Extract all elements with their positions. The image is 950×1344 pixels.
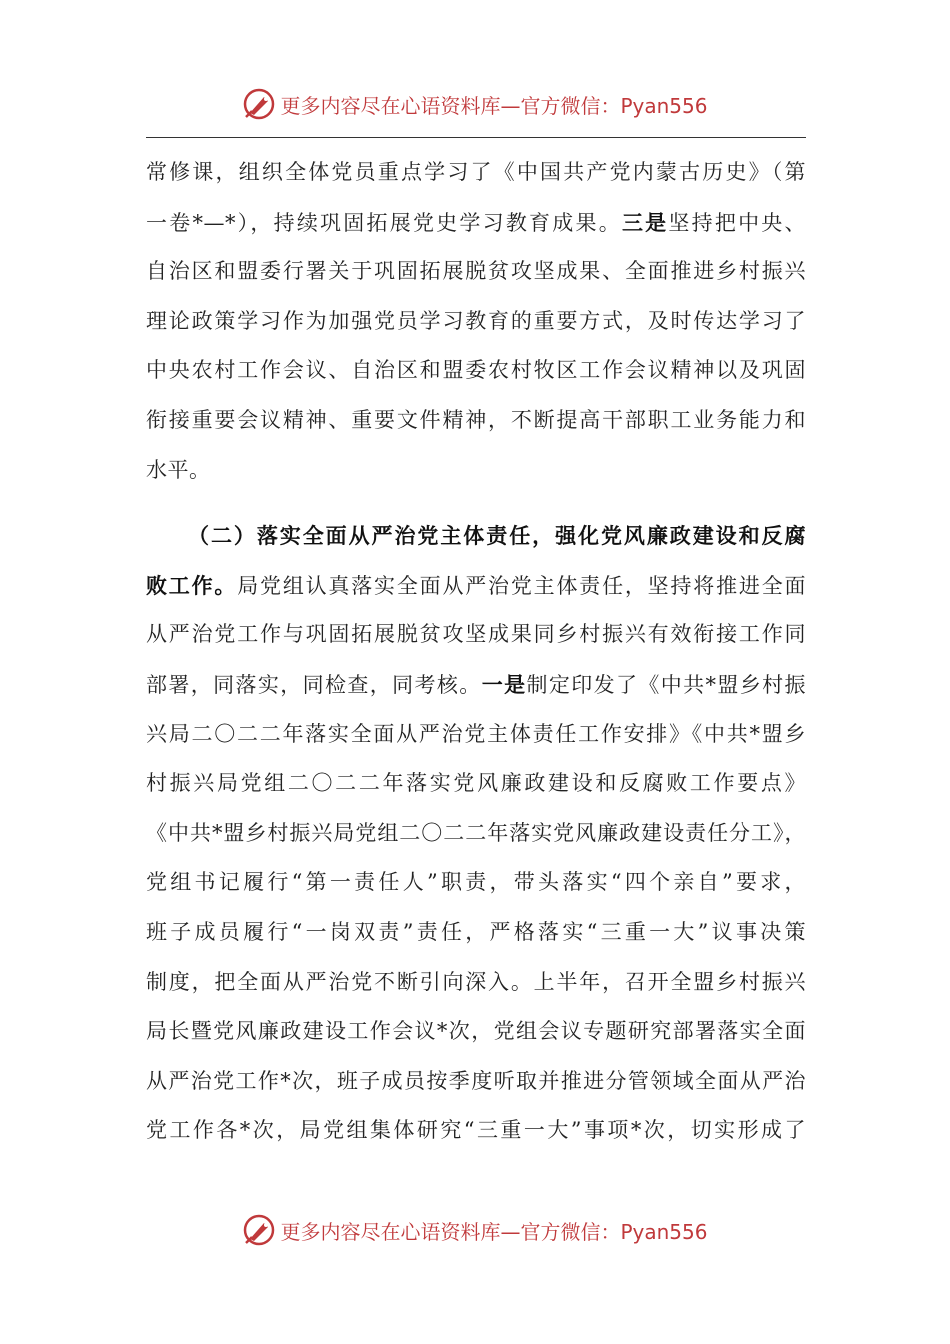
text-span: 部署，同落实，同检查，同考核。 — [146, 672, 482, 697]
text-line: 《中共*盟乡村振兴局党组二〇二二年落实党风廉政建设责任分工》， — [146, 820, 806, 845]
text-line: 兴局二〇二二年落实全面从严治党主体责任工作安排》《中共*盟乡 — [146, 721, 806, 746]
text-span: 坚持把中央、 — [668, 210, 807, 235]
header-banner-text: 更多内容尽在心语资料库—官方微信：Pyan556 — [280, 93, 708, 118]
text-line: 衔接重要会议精神、重要文件精神，不断提高干部职工业务能力和 — [146, 407, 806, 432]
text-line: 局长暨党风廉政建设工作会议*次，党组会议专题研究部署落实全面 — [146, 1019, 806, 1044]
text-line: 理论政策学习作为加强党员学习教育的重要方式，及时传达学习了 — [146, 308, 806, 333]
text-line — [146, 660, 806, 710]
text-span: 一卷*—*），持续巩固拓展党史学习教育成果。 — [146, 210, 622, 235]
pen-nib-icon — [242, 87, 276, 121]
text-line: 中央农村工作会议、自治区和盟委农村牧区工作会议精神以及巩固 — [146, 358, 806, 383]
text-line — [146, 198, 806, 248]
text-line: 从严治党工作与巩固拓展脱贫攻坚成果同乡村振兴有效衔接工作同 — [146, 622, 806, 647]
text-line — [146, 561, 806, 611]
heading-text: （二）落实全面从严治党主体责任，强化党风廉政建设和反腐 — [188, 523, 806, 549]
text-line: 制度，把全面从严治党不断引向深入。上半年，召开全盟乡村振兴 — [146, 969, 806, 994]
header-banner — [0, 84, 950, 124]
text-span: 局党组认真落实全面从严治党主体责任，坚持将推进全面 — [237, 573, 807, 598]
paragraph-gap — [146, 495, 806, 511]
footer-banner-text: 更多内容尽在心语资料库—官方微信：Pyan556 — [280, 1219, 708, 1244]
paragraph-1 — [146, 148, 806, 495]
text-span: 制定印发了《中共*盟乡村振 — [526, 672, 807, 697]
text-line: 党工作各*次，局党组集体研究“三重一大”事项*次，切实形成了 — [146, 1118, 806, 1143]
footer-banner — [0, 1210, 950, 1250]
text-line: 水平。 — [146, 457, 211, 482]
text-line: 从严治党工作*次，班子成员按季度听取并推进分管领域全面从严治 — [146, 1068, 806, 1093]
text-line: 班子成员履行“一岗双责”责任，严格落实“三重一大”议事决策 — [146, 919, 806, 944]
paragraph-2 — [146, 511, 806, 1156]
text-line: 党组书记履行“第一责任人”职责，带头落实“四个亲自”要求， — [146, 870, 806, 895]
header-divider — [146, 137, 806, 138]
section-heading — [146, 511, 806, 561]
emphasis-span: 三是 — [621, 209, 669, 235]
text-line: 常修课，组织全体党员重点学习了《中国共产党内蒙古历史》（第 — [146, 160, 806, 184]
text-line: 村振兴局党组二〇二二年落实党风廉政建设和反腐败工作要点》 — [146, 771, 806, 796]
heading-text: 败工作。 — [146, 572, 238, 598]
document-body — [146, 148, 806, 1156]
pen-nib-icon — [242, 1213, 276, 1247]
text-line: 自治区和盟委行署关于巩固拓展脱贫攻坚成果、全面推进乡村振兴 — [146, 259, 806, 284]
emphasis-span: 一是 — [481, 671, 527, 697]
